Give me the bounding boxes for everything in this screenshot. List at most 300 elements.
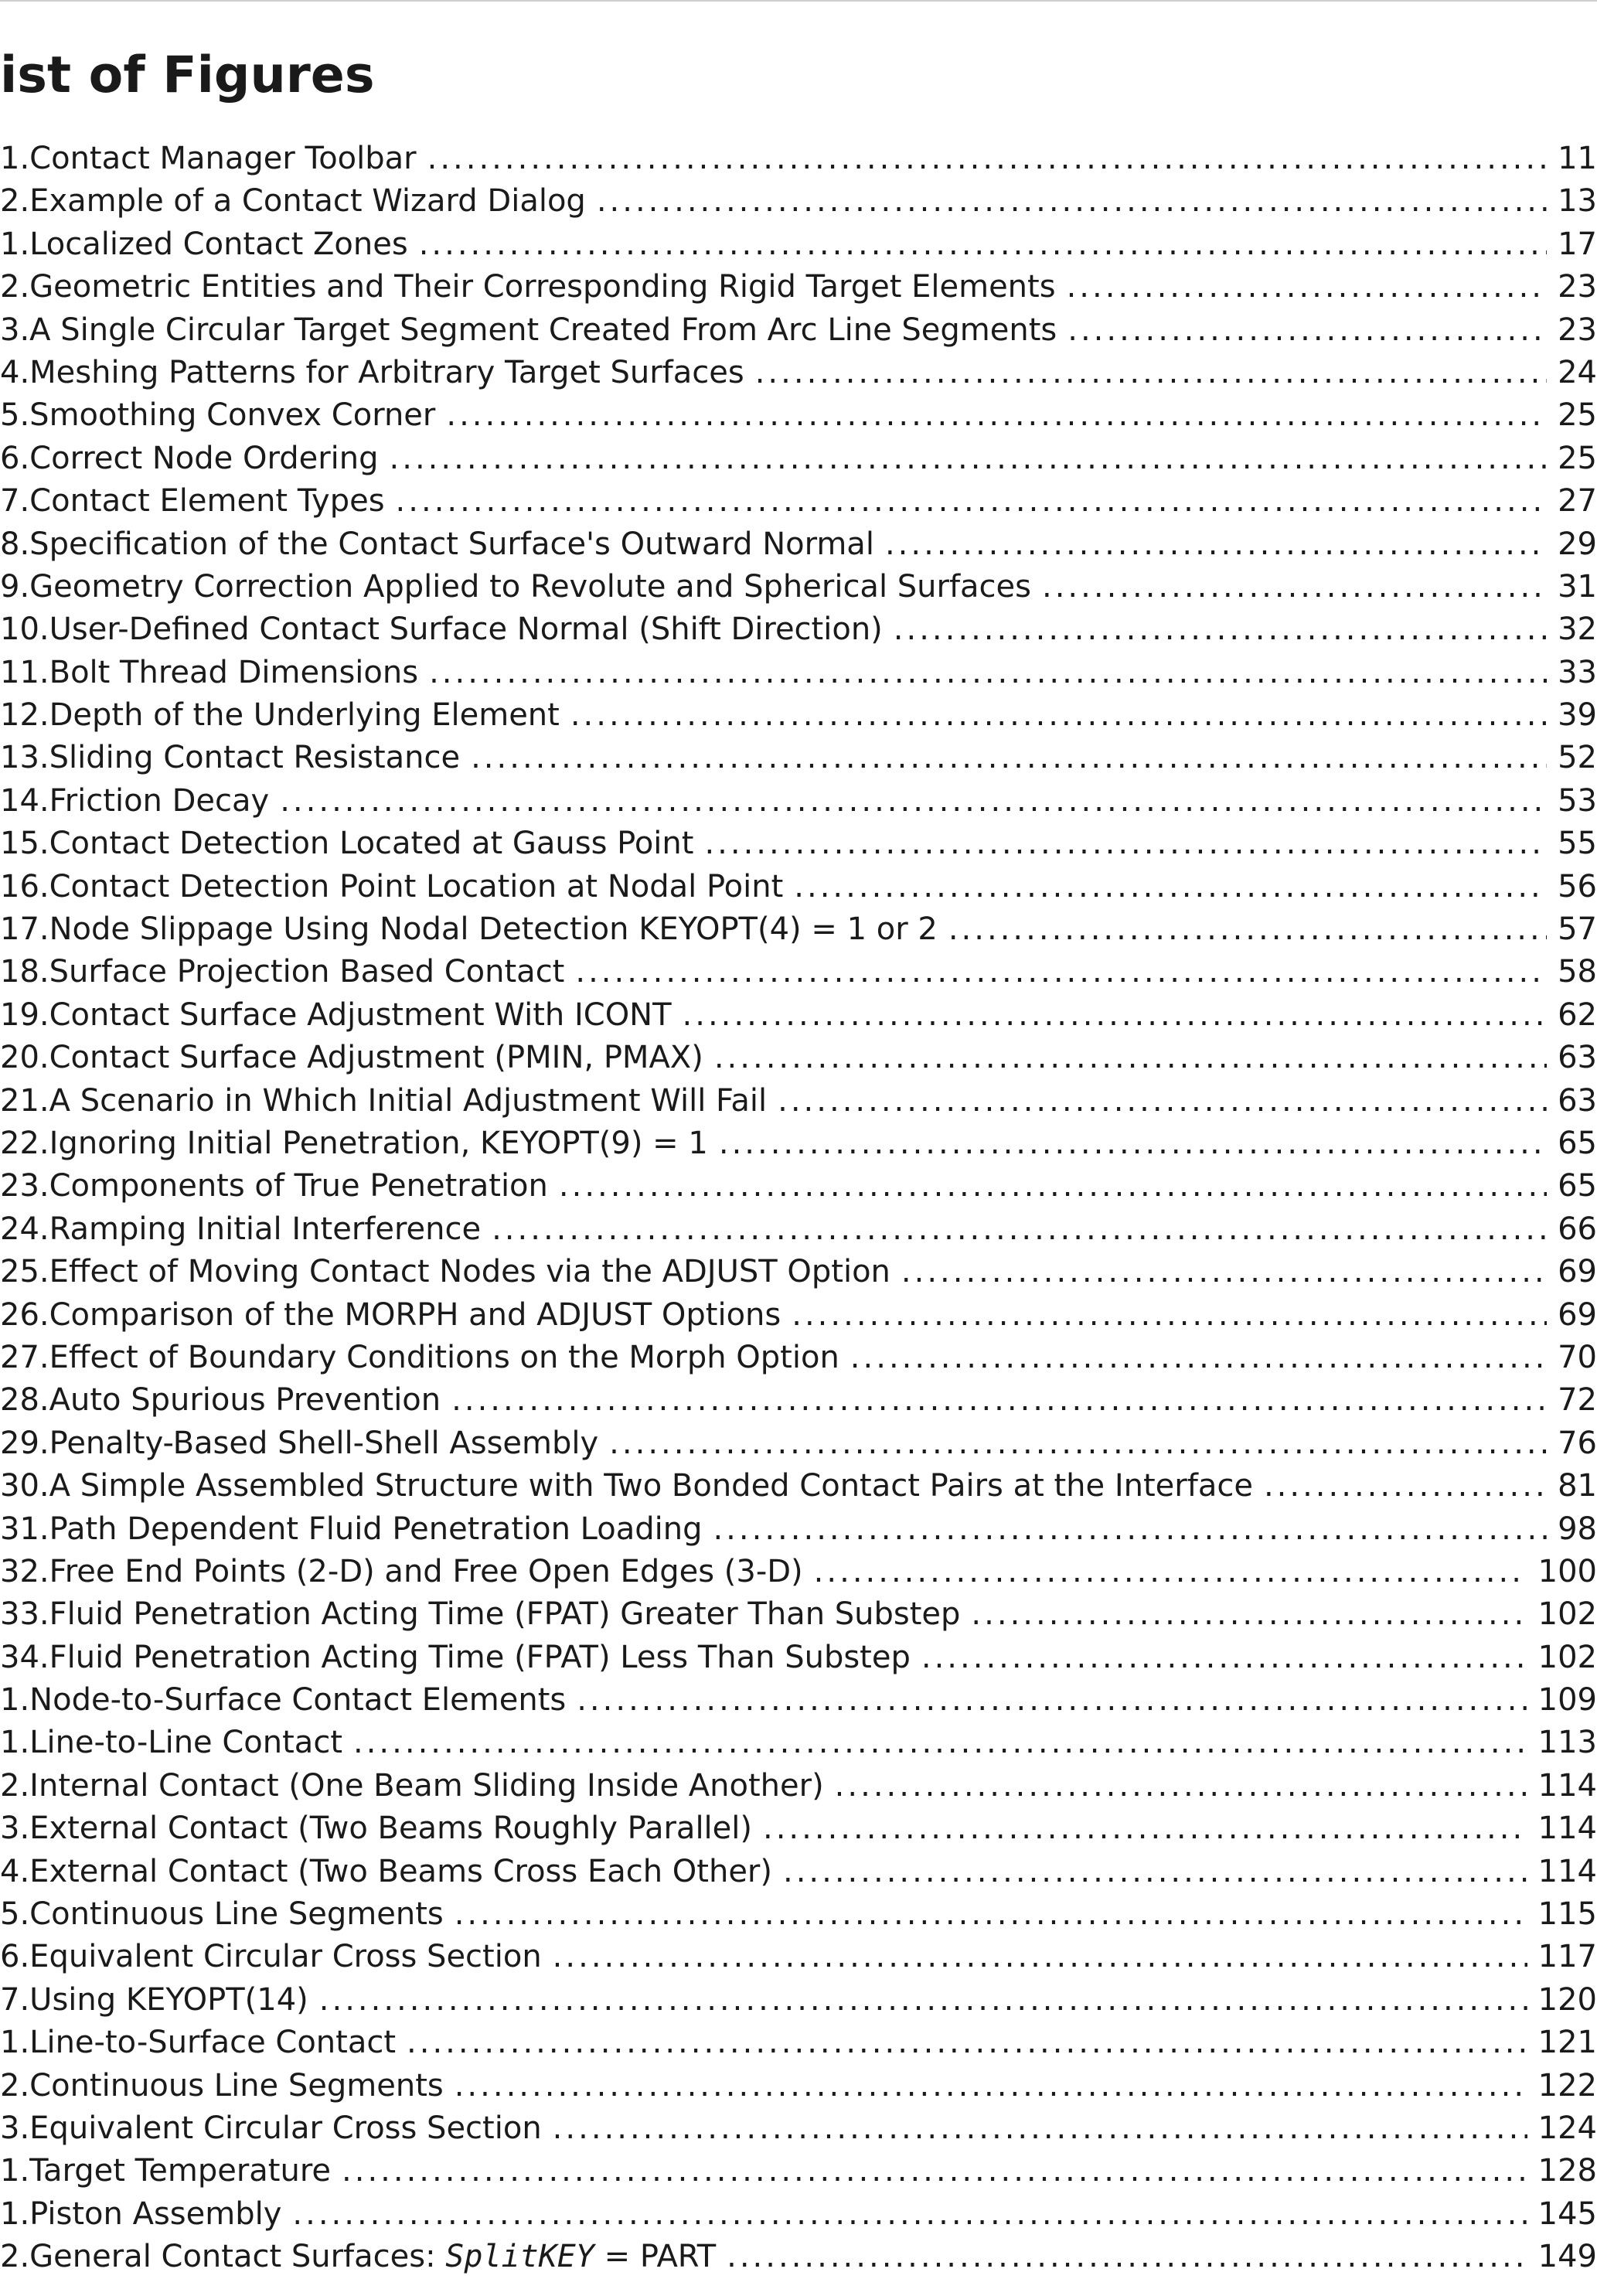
toc-entry-label bbox=[49, 1422, 599, 1465]
toc-entry-label bbox=[29, 523, 874, 566]
toc-entry-number: 4. bbox=[0, 354, 30, 390]
toc-entry[interactable] bbox=[0, 1122, 1597, 1165]
toc-entry-label bbox=[49, 1637, 911, 1679]
toc-dot-leader bbox=[971, 1593, 1527, 1636]
toc-dot-leader bbox=[713, 1508, 1547, 1551]
toc-entry-label-text: Contact Surface Adjustment With ICONT bbox=[49, 996, 672, 1033]
toc-entry-number: 7. bbox=[0, 1981, 30, 2018]
toc-entry-page: 63 bbox=[1558, 1040, 1597, 1076]
toc-dot-leader bbox=[850, 1337, 1547, 1379]
toc-entry[interactable] bbox=[0, 180, 1597, 223]
toc-entry[interactable] bbox=[0, 138, 1597, 180]
toc-dot-leader bbox=[714, 1037, 1547, 1079]
toc-dot-leader bbox=[1067, 266, 1548, 308]
toc-entry-label-text: Geometry Correction Applied to Revolute and Spherical Surfaces bbox=[29, 568, 1031, 605]
toc-entry[interactable] bbox=[0, 352, 1597, 394]
toc-entry-page: 145 bbox=[1537, 2196, 1597, 2232]
toc-entry-page: 114 bbox=[1537, 1853, 1597, 1889]
toc-dot-leader bbox=[446, 394, 1547, 437]
toc-entry-number: 24. bbox=[0, 1211, 49, 1247]
toc-dot-leader bbox=[492, 1208, 1547, 1251]
toc-entry-page: 23 bbox=[1558, 312, 1597, 348]
toc-dot-leader bbox=[455, 1893, 1527, 1936]
toc-entry-label-text: Node Slippage Using Nodal Detection KEYOPT(4) = 1 or 2 bbox=[49, 911, 938, 948]
toc-entry-number: 3. bbox=[0, 2110, 30, 2146]
toc-entry-page: 98 bbox=[1558, 1511, 1597, 1547]
toc-entry-number: 11. bbox=[0, 654, 49, 690]
toc-entry-label bbox=[49, 780, 270, 823]
toc-dot-leader bbox=[407, 2022, 1527, 2064]
toc-entry-label bbox=[29, 1851, 772, 1893]
toc-entry-label-text: Using KEYOPT(14) bbox=[29, 1981, 308, 2018]
toc-entry[interactable] bbox=[0, 566, 1597, 608]
toc-entry-number: 27. bbox=[0, 1339, 49, 1375]
toc-dot-leader bbox=[427, 138, 1547, 180]
toc-entry-label bbox=[29, 1979, 308, 2022]
toc-entry-label bbox=[29, 2107, 542, 2150]
toc-entry-page: 25 bbox=[1558, 397, 1597, 434]
toc-entry-page: 32 bbox=[1558, 611, 1597, 648]
toc-entry-label bbox=[29, 2022, 396, 2064]
toc-dot-leader bbox=[575, 951, 1547, 993]
toc-entry-label bbox=[29, 266, 1055, 308]
toc-entry-label bbox=[29, 2236, 716, 2278]
toc-entry[interactable] bbox=[0, 1936, 1597, 1978]
toc-entry[interactable] bbox=[0, 1979, 1597, 2022]
toc-entry-number: 2. bbox=[0, 183, 30, 220]
toc-dot-leader bbox=[719, 1122, 1547, 1165]
toc-entry-number: 28. bbox=[0, 1382, 49, 1419]
toc-dot-leader bbox=[835, 1765, 1527, 1807]
toc-entry-number: 13. bbox=[0, 740, 49, 776]
toc-dot-leader bbox=[763, 1807, 1527, 1850]
toc-entry-page: 53 bbox=[1558, 782, 1597, 819]
toc-entry-number: 8. bbox=[0, 526, 30, 562]
toc-dot-leader bbox=[792, 1294, 1547, 1337]
toc-entry-number: 12. bbox=[0, 697, 49, 734]
toc-entry-page: 63 bbox=[1558, 1082, 1597, 1119]
toc-entry[interactable] bbox=[0, 951, 1597, 993]
toc-entry[interactable] bbox=[0, 1508, 1597, 1551]
toc-entry-number: 10. bbox=[0, 611, 49, 648]
toc-entry-label bbox=[29, 394, 435, 437]
toc-entry-number: 2. bbox=[0, 1767, 30, 1804]
toc-entry[interactable] bbox=[0, 2236, 1597, 2278]
toc-entry-number: 33. bbox=[0, 1596, 49, 1633]
toc-entry-number: 31. bbox=[0, 1511, 49, 1547]
toc-dot-leader bbox=[577, 1679, 1527, 1722]
toc-entry-label bbox=[49, 994, 672, 1037]
toc-entry-label bbox=[29, 223, 408, 266]
toc-entry-label-text: Line-to-Surface Contact bbox=[29, 2025, 397, 2061]
toc-entry-label bbox=[49, 1294, 781, 1337]
toc-entry-page: 62 bbox=[1558, 996, 1597, 1033]
toc-dot-leader bbox=[553, 1936, 1527, 1978]
toc-entry-label bbox=[49, 1037, 703, 1079]
toc-dot-leader bbox=[1264, 1465, 1547, 1507]
toc-entry-page: 124 bbox=[1537, 2110, 1597, 2146]
toc-entry-label-text: Fluid Penetration Acting Time (FPAT) Greater Than Substep bbox=[49, 1596, 961, 1633]
toc-entry-page: 65 bbox=[1558, 1125, 1597, 1161]
toc-entry-label-text: Contact Manager Toolbar bbox=[29, 141, 417, 176]
toc-entry-page: 17 bbox=[1558, 226, 1597, 262]
toc-entry-label-text: A Simple Assembled Structure with Two Bonded Contact Pairs at the Interface bbox=[49, 1468, 1253, 1504]
toc-entry-label-text: Smoothing Convex Corner bbox=[29, 397, 436, 434]
toc-entry-label bbox=[49, 1465, 1253, 1507]
toc-entry-label bbox=[49, 1379, 441, 1422]
toc-entry-label-text: Auto Spurious Prevention bbox=[49, 1382, 441, 1419]
toc-dot-leader bbox=[1042, 566, 1547, 608]
toc-entry[interactable] bbox=[0, 1551, 1597, 1593]
toc-entry[interactable] bbox=[0, 309, 1597, 352]
toc-entry-label-text: Sliding Contact Resistance bbox=[49, 740, 461, 776]
toc-entry[interactable] bbox=[0, 523, 1597, 566]
toc-entry-label-text: External Contact (Two Beams Cross Each Other) bbox=[29, 1853, 772, 1889]
toc-entry-label-text: Components of True Penetration bbox=[49, 1168, 548, 1204]
toc-entry-number: 26. bbox=[0, 1296, 49, 1333]
toc-entry-number: 29. bbox=[0, 1425, 49, 1461]
toc-entry-code: SplitKEY bbox=[445, 2239, 594, 2275]
toc-entry-page: 24 bbox=[1558, 354, 1597, 390]
toc-entry-label-text: Specification of the Contact Surface's Outward Normal bbox=[29, 526, 874, 562]
toc-entry-page: 65 bbox=[1558, 1168, 1597, 1204]
toc-entry-label bbox=[49, 1080, 768, 1122]
toc-entry-page: 100 bbox=[1537, 1553, 1597, 1589]
toc-dot-leader bbox=[778, 1080, 1547, 1122]
toc-entry-page: 25 bbox=[1558, 440, 1597, 476]
toc-entry-number: 2. bbox=[0, 269, 30, 305]
toc-dot-leader bbox=[319, 1979, 1527, 2022]
toc-dot-leader bbox=[894, 608, 1547, 651]
toc-dot-leader bbox=[292, 2193, 1527, 2236]
toc-entry-number: 25. bbox=[0, 1254, 49, 1290]
toc-entry[interactable] bbox=[0, 1294, 1597, 1337]
toc-entry-page: 121 bbox=[1537, 2025, 1597, 2061]
toc-entry-number: 32. bbox=[0, 1553, 49, 1589]
toc-dot-leader bbox=[419, 223, 1547, 266]
toc-entry-page: 76 bbox=[1558, 1425, 1597, 1461]
toc-entry[interactable] bbox=[0, 1080, 1597, 1122]
toc-entry-number: 2. bbox=[0, 2067, 30, 2104]
toc-entry-label-text: A Scenario in Which Initial Adjustment Will Fail bbox=[49, 1082, 768, 1119]
toc-entry-number: 5. bbox=[0, 397, 30, 434]
toc-entry-label bbox=[49, 908, 938, 951]
toc-entry-label bbox=[29, 180, 586, 223]
toc-entry-label-text: Bolt Thread Dimensions bbox=[49, 654, 419, 690]
toc-dot-leader bbox=[342, 2150, 1527, 2192]
toc-entry-page: 33 bbox=[1558, 654, 1597, 690]
toc-entry[interactable] bbox=[0, 480, 1597, 523]
toc-dot-leader bbox=[451, 1379, 1547, 1422]
toc-entry-number: 1. bbox=[0, 2025, 30, 2061]
toc-entry-label bbox=[49, 1165, 548, 1208]
toc-entry-label-text: Geometric Entities and Their Corresponding Rigid Target Elements bbox=[29, 269, 1056, 305]
toc-entry-label-text: Ramping Initial Interference bbox=[49, 1211, 482, 1247]
toc-entry-page: 27 bbox=[1558, 483, 1597, 519]
toc-entry-label-text: Free End Points (2-D) and Free Open Edges (3-D) bbox=[49, 1553, 803, 1589]
toc-entry-label-text: Correct Node Ordering bbox=[29, 440, 379, 476]
toc-entry-page: 149 bbox=[1537, 2239, 1597, 2275]
toc-entry-label bbox=[29, 1722, 342, 1764]
toc-entry-number: 1. bbox=[0, 141, 30, 176]
toc-entry-number: 1. bbox=[0, 2153, 30, 2189]
toc-entry-label-text: Localized Contact Zones bbox=[29, 226, 408, 262]
toc-entry-label bbox=[49, 1122, 708, 1165]
toc-entry-label-text: Contact Detection Located at Gauss Point bbox=[49, 826, 694, 862]
toc-entry-label-text: Path Dependent Fluid Penetration Loading bbox=[49, 1511, 703, 1547]
toc-dot-leader bbox=[1068, 309, 1547, 352]
toc-entry-page: 31 bbox=[1558, 568, 1597, 605]
toc-entry-label-text: Continuous Line Segments bbox=[29, 1896, 444, 1933]
toc-entry-label-text: Equivalent Circular Cross Section bbox=[29, 2110, 542, 2146]
toc-entry-page: 115 bbox=[1537, 1896, 1597, 1933]
toc-entry-label-text: Penalty-Based Shell-Shell Assembly bbox=[49, 1425, 599, 1461]
toc-entry-page: 122 bbox=[1537, 2067, 1597, 2104]
toc-entry-label bbox=[49, 1251, 890, 1293]
toc-entry-number: 16. bbox=[0, 868, 49, 904]
toc-entry-label bbox=[49, 1508, 703, 1551]
toc-entry-label-text: Surface Projection Based Contact bbox=[49, 954, 565, 990]
toc-entry-page: 55 bbox=[1558, 826, 1597, 862]
toc-entry-label-text: Ignoring Initial Penetration, KEYOPT(9) = 1 bbox=[49, 1125, 708, 1161]
toc-entry[interactable] bbox=[0, 1722, 1597, 1764]
toc-entry[interactable] bbox=[0, 2022, 1597, 2064]
toc-entry[interactable] bbox=[0, 608, 1597, 651]
toc-entry-page: 109 bbox=[1537, 1682, 1597, 1719]
toc-entry-label bbox=[29, 1679, 566, 1722]
toc-entry[interactable] bbox=[0, 694, 1597, 737]
toc-dot-leader bbox=[783, 1851, 1527, 1893]
toc-entry[interactable] bbox=[0, 1807, 1597, 1850]
toc-entry-label bbox=[29, 438, 378, 480]
toc-entry-number: 18. bbox=[0, 954, 49, 990]
toc-entry-label bbox=[49, 1551, 803, 1593]
toc-entry-number: 19. bbox=[0, 996, 49, 1033]
toc-entry-page: 102 bbox=[1537, 1639, 1597, 1675]
toc-entry-label bbox=[29, 566, 1031, 608]
toc-entry-label bbox=[29, 2193, 281, 2236]
toc-entry[interactable] bbox=[0, 2107, 1597, 2150]
toc-entry-page: 72 bbox=[1558, 1382, 1597, 1419]
toc-entry-number: 4. bbox=[0, 1853, 30, 1889]
toc-entry-label-text: Friction Decay bbox=[49, 782, 270, 819]
toc-entry-label bbox=[29, 138, 416, 180]
toc-entry[interactable] bbox=[0, 438, 1597, 480]
toc-entry[interactable] bbox=[0, 1422, 1597, 1465]
toc-dot-leader bbox=[948, 908, 1547, 951]
toc-entry[interactable] bbox=[0, 1208, 1597, 1251]
toc-entry-label bbox=[29, 2150, 331, 2192]
toc-entry[interactable] bbox=[0, 652, 1597, 694]
toc-entry[interactable] bbox=[0, 2065, 1597, 2107]
toc-entry-page: 57 bbox=[1558, 911, 1597, 948]
toc-entry-number: 2. bbox=[0, 2239, 30, 2275]
toc-entry-label-text: Piston Assembly bbox=[29, 2196, 282, 2232]
figure-list bbox=[0, 138, 1597, 2279]
toc-entry-page: 58 bbox=[1558, 954, 1597, 990]
toc-entry-label-text: Example of a Contact Wizard Dialog bbox=[29, 183, 586, 220]
toc-entry-label bbox=[29, 2065, 444, 2107]
toc-entry-label-text: Comparison of the MORPH and ADJUST Options bbox=[49, 1296, 781, 1333]
toc-entry-number: 14. bbox=[0, 782, 49, 819]
toc-dot-leader bbox=[570, 694, 1547, 737]
toc-entry-page: 70 bbox=[1558, 1339, 1597, 1375]
toc-dot-leader bbox=[429, 652, 1547, 694]
toc-entry-label-suffix: = PART bbox=[594, 2239, 717, 2275]
toc-entry[interactable] bbox=[0, 1165, 1597, 1208]
toc-entry-number: 7. bbox=[0, 483, 30, 519]
toc-entry-label bbox=[29, 309, 1057, 352]
toc-entry-label bbox=[49, 866, 784, 908]
toc-entry-label bbox=[29, 1765, 824, 1807]
toc-dot-leader bbox=[471, 737, 1547, 779]
toc-entry-number: 23. bbox=[0, 1168, 49, 1204]
toc-entry-page: 114 bbox=[1537, 1767, 1597, 1804]
toc-entry-label-text: Node-to-Surface Contact Elements bbox=[29, 1682, 567, 1719]
toc-entry-label bbox=[49, 694, 560, 737]
toc-entry[interactable] bbox=[0, 1251, 1597, 1293]
toc-entry[interactable] bbox=[0, 908, 1597, 951]
toc-entry-page: 13 bbox=[1558, 183, 1597, 220]
toc-entry[interactable] bbox=[0, 1593, 1597, 1636]
toc-entry-label-text: Continuous Line Segments bbox=[29, 2067, 444, 2104]
toc-entry-label-text: Contact Surface Adjustment (PMIN, PMAX) bbox=[49, 1040, 703, 1076]
toc-entry-label bbox=[29, 1936, 542, 1978]
toc-entry-label bbox=[49, 1593, 961, 1636]
toc-entry[interactable] bbox=[0, 394, 1597, 437]
toc-dot-leader bbox=[814, 1551, 1527, 1593]
toc-entry[interactable] bbox=[0, 737, 1597, 779]
toc-entry-label-text: Contact Element Types bbox=[29, 483, 385, 519]
toc-dot-leader bbox=[353, 1722, 1527, 1764]
toc-dot-leader bbox=[704, 823, 1547, 865]
toc-dot-leader bbox=[885, 523, 1547, 566]
toc-entry[interactable] bbox=[0, 994, 1597, 1037]
toc-entry-label bbox=[29, 1807, 752, 1850]
toc-entry-page: 117 bbox=[1537, 1939, 1597, 1975]
toc-entry-label bbox=[49, 608, 883, 651]
toc-entry-page: 52 bbox=[1558, 740, 1597, 776]
toc-entry-number: 6. bbox=[0, 1939, 30, 1975]
toc-entry-number: 17. bbox=[0, 911, 49, 948]
toc-entry-number: 6. bbox=[0, 440, 30, 476]
toc-entry-label-text: Fluid Penetration Acting Time (FPAT) Less Than Substep bbox=[49, 1639, 911, 1675]
toc-entry-number: 15. bbox=[0, 826, 49, 862]
toc-entry[interactable] bbox=[0, 2150, 1597, 2192]
toc-dot-leader bbox=[390, 438, 1548, 480]
toc-entry[interactable] bbox=[0, 1465, 1597, 1507]
toc-entry-page: 69 bbox=[1558, 1254, 1597, 1290]
toc-entry-page: 114 bbox=[1537, 1811, 1597, 1847]
toc-entry[interactable] bbox=[0, 866, 1597, 908]
toc-entry-label bbox=[29, 480, 384, 523]
toc-entry-number: 20. bbox=[0, 1040, 49, 1076]
toc-dot-leader bbox=[559, 1165, 1547, 1208]
toc-entry-label-text: A Single Circular Target Segment Created From Arc Line Segments bbox=[29, 312, 1057, 348]
toc-entry[interactable] bbox=[0, 1765, 1597, 1807]
toc-entry[interactable] bbox=[0, 823, 1597, 865]
toc-entry[interactable] bbox=[0, 1851, 1597, 1893]
toc-entry-label-text: User-Defined Contact Surface Normal (Shift Direction) bbox=[49, 611, 883, 648]
toc-entry-label-text: External Contact (Two Beams Roughly Parallel) bbox=[29, 1811, 752, 1847]
toc-dot-leader bbox=[553, 2107, 1527, 2150]
toc-entry-number: 1. bbox=[0, 226, 30, 262]
toc-dot-leader bbox=[683, 994, 1548, 1037]
toc-entry-number: 9. bbox=[0, 568, 30, 605]
toc-entry-number: 1. bbox=[0, 1725, 30, 1761]
toc-entry-page: 69 bbox=[1558, 1296, 1597, 1333]
toc-dot-leader bbox=[597, 180, 1547, 223]
toc-dot-leader bbox=[455, 2065, 1527, 2107]
toc-entry[interactable] bbox=[0, 1893, 1597, 1936]
toc-entry-number: 21. bbox=[0, 1082, 49, 1119]
toc-entry-page: 66 bbox=[1558, 1211, 1597, 1247]
toc-entry-number: 30. bbox=[0, 1468, 49, 1504]
toc-entry[interactable] bbox=[0, 780, 1597, 823]
toc-dot-leader bbox=[396, 480, 1548, 523]
toc-entry-label bbox=[49, 652, 418, 694]
toc-entry[interactable] bbox=[0, 223, 1597, 266]
toc-entry-page: 56 bbox=[1558, 868, 1597, 904]
toc-entry-label-text: Line-to-Line Contact bbox=[29, 1725, 342, 1761]
toc-entry-page: 11 bbox=[1558, 141, 1597, 176]
toc-entry-page: 102 bbox=[1537, 1596, 1597, 1633]
toc-entry-label bbox=[49, 1337, 839, 1379]
toc-entry-label-text: General Contact Surfaces: bbox=[29, 2239, 446, 2275]
toc-entry-label-text: Effect of Boundary Conditions on the Morph Option bbox=[49, 1339, 839, 1375]
toc-entry[interactable] bbox=[0, 1679, 1597, 1722]
toc-entry-label bbox=[49, 737, 460, 779]
toc-entry-number: 5. bbox=[0, 1896, 30, 1933]
toc-entry-page: 39 bbox=[1558, 697, 1597, 734]
toc-entry-number: 1. bbox=[0, 2196, 30, 2232]
toc-entry[interactable] bbox=[0, 1637, 1597, 1679]
toc-entry-page: 128 bbox=[1537, 2153, 1597, 2189]
toc-entry[interactable] bbox=[0, 1379, 1597, 1422]
toc-entry-number: 22. bbox=[0, 1125, 49, 1161]
toc-entry-label bbox=[49, 823, 694, 865]
toc-dot-leader bbox=[280, 780, 1547, 823]
toc-entry[interactable] bbox=[0, 1337, 1597, 1379]
toc-entry-number: 3. bbox=[0, 1811, 30, 1847]
toc-entry-page: 120 bbox=[1537, 1981, 1597, 2018]
toc-dot-leader bbox=[727, 2236, 1527, 2278]
toc-dot-leader bbox=[755, 352, 1547, 394]
toc-entry-label-text: Internal Contact (One Beam Sliding Inside Another) bbox=[29, 1767, 824, 1804]
toc-entry-page: 113 bbox=[1537, 1725, 1597, 1761]
toc-entry-label-text: Effect of Moving Contact Nodes via the ADJUST Option bbox=[49, 1254, 890, 1290]
toc-entry-label bbox=[49, 1208, 481, 1251]
toc-entry-page: 29 bbox=[1558, 526, 1597, 562]
toc-entry-page: 81 bbox=[1558, 1468, 1597, 1504]
toc-entry[interactable] bbox=[0, 266, 1597, 308]
toc-dot-leader bbox=[921, 1637, 1527, 1679]
toc-dot-leader bbox=[609, 1422, 1547, 1465]
toc-entry-label-text: Meshing Patterns for Arbitrary Target Surfaces bbox=[29, 354, 744, 390]
toc-entry-number: 3. bbox=[0, 312, 30, 348]
toc-entry[interactable] bbox=[0, 1037, 1597, 1079]
page-title: ist of Figures bbox=[0, 46, 375, 104]
toc-entry-label bbox=[29, 352, 744, 394]
toc-entry-label-text: Depth of the Underlying Element bbox=[49, 697, 560, 734]
toc-entry-number: 34. bbox=[0, 1639, 49, 1675]
toc-entry[interactable] bbox=[0, 2193, 1597, 2236]
toc-entry-label-text: Equivalent Circular Cross Section bbox=[29, 1939, 542, 1975]
top-rule bbox=[0, 0, 1597, 2]
toc-entry-label-text: Target Temperature bbox=[29, 2153, 332, 2189]
toc-entry-label bbox=[29, 1893, 444, 1936]
toc-dot-leader bbox=[901, 1251, 1547, 1293]
